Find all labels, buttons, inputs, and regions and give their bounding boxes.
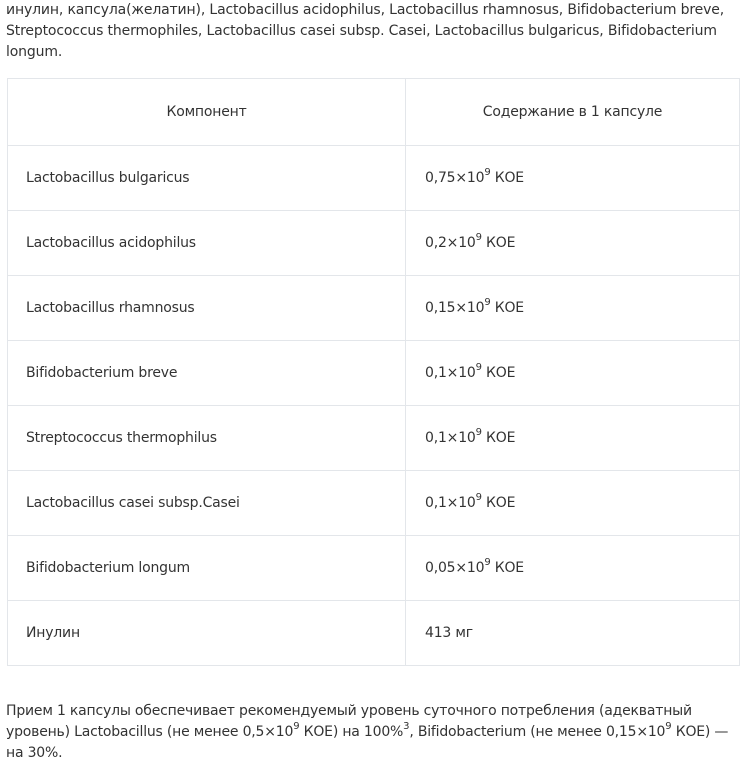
amount-unit: КОЕ (490, 170, 524, 186)
table-row (8, 146, 740, 211)
amount-exponent: 9 (484, 557, 491, 569)
component-cell: Lactobacillus casei subsp.Casei (8, 471, 406, 536)
amount-value: 0,75×10 (425, 170, 485, 186)
amount-exponent: 9 (475, 427, 482, 439)
amount-unit: КОЕ (481, 235, 516, 251)
amount-cell (406, 276, 740, 341)
amount-unit: КОЕ (490, 300, 524, 316)
amount-cell (406, 536, 740, 601)
amount-value: 0,05×10 (425, 560, 485, 576)
table-row (8, 601, 740, 666)
amount-cell (406, 341, 740, 406)
header-amount: Содержание в 1 капсуле (406, 79, 740, 146)
amount-exponent: 9 (475, 232, 482, 244)
note-part-4: КОЕ) — на 30%. (6, 724, 729, 761)
amount-exponent: 9 (475, 362, 482, 374)
amount-unit: КОЕ (481, 365, 516, 381)
daily-intake-note (6, 701, 741, 764)
component-cell: Bifidobacterium longum (8, 536, 406, 601)
table-row (8, 276, 740, 341)
header-component: Компонент (8, 79, 406, 146)
component-cell: Lactobacillus rhamnosus (8, 276, 406, 341)
amount-cell (406, 471, 740, 536)
amount-cell (406, 406, 740, 471)
footnote-ref: 3 (403, 721, 410, 733)
note-part-2: КОЕ) на 100% (299, 724, 404, 740)
note-exponent-1: 9 (293, 721, 300, 733)
amount-unit: КОЕ (481, 430, 516, 446)
amount-exponent: 9 (475, 492, 482, 504)
amount-cell (406, 146, 740, 211)
amount-value: 413 мг (425, 625, 473, 641)
table-row (8, 211, 740, 276)
table-header-row (8, 79, 740, 146)
amount-value: 0,2×10 (425, 235, 476, 251)
composition-table (7, 78, 740, 666)
amount-unit: КОЕ (490, 560, 524, 576)
component-cell: Streptococcus thermophilus (8, 406, 406, 471)
composition-text: инулин, капсула(желатин), Lactobacillus acidophilus, Lactobacillus rhamnosus, Bifidobacterium breve, Streptococcus thermophiles, Lactobacillus casei subsp. Casei, Lactobacillus bulgaricus, Bifidobacterium longum. (6, 2, 725, 60)
table-row (8, 341, 740, 406)
component-cell: Инулин (8, 601, 406, 666)
component-cell: Lactobacillus bulgaricus (8, 146, 406, 211)
table-row (8, 536, 740, 601)
component-cell: Lactobacillus acidophilus (8, 211, 406, 276)
amount-exponent: 9 (484, 297, 491, 309)
note-part-1: Прием 1 капсулы обеспечивает рекомендуемый уровень суточного потребления (адекватный уровень) Lactobacillus (не менее 0,5×10 (6, 703, 692, 740)
amount-exponent: 9 (484, 167, 491, 179)
table-row (8, 471, 740, 536)
amount-unit: КОЕ (481, 495, 516, 511)
composition-table-container (7, 78, 739, 666)
note-part-3: , Bifidobacterium (не менее 0,15×10 (409, 724, 666, 740)
amount-cell (406, 601, 740, 666)
amount-value: 0,1×10 (425, 365, 476, 381)
amount-value: 0,1×10 (425, 495, 476, 511)
amount-value: 0,1×10 (425, 430, 476, 446)
amount-cell (406, 211, 740, 276)
amount-value: 0,15×10 (425, 300, 485, 316)
table-row (8, 406, 740, 471)
note-exponent-2: 9 (665, 721, 672, 733)
component-cell: Bifidobacterium breve (8, 341, 406, 406)
